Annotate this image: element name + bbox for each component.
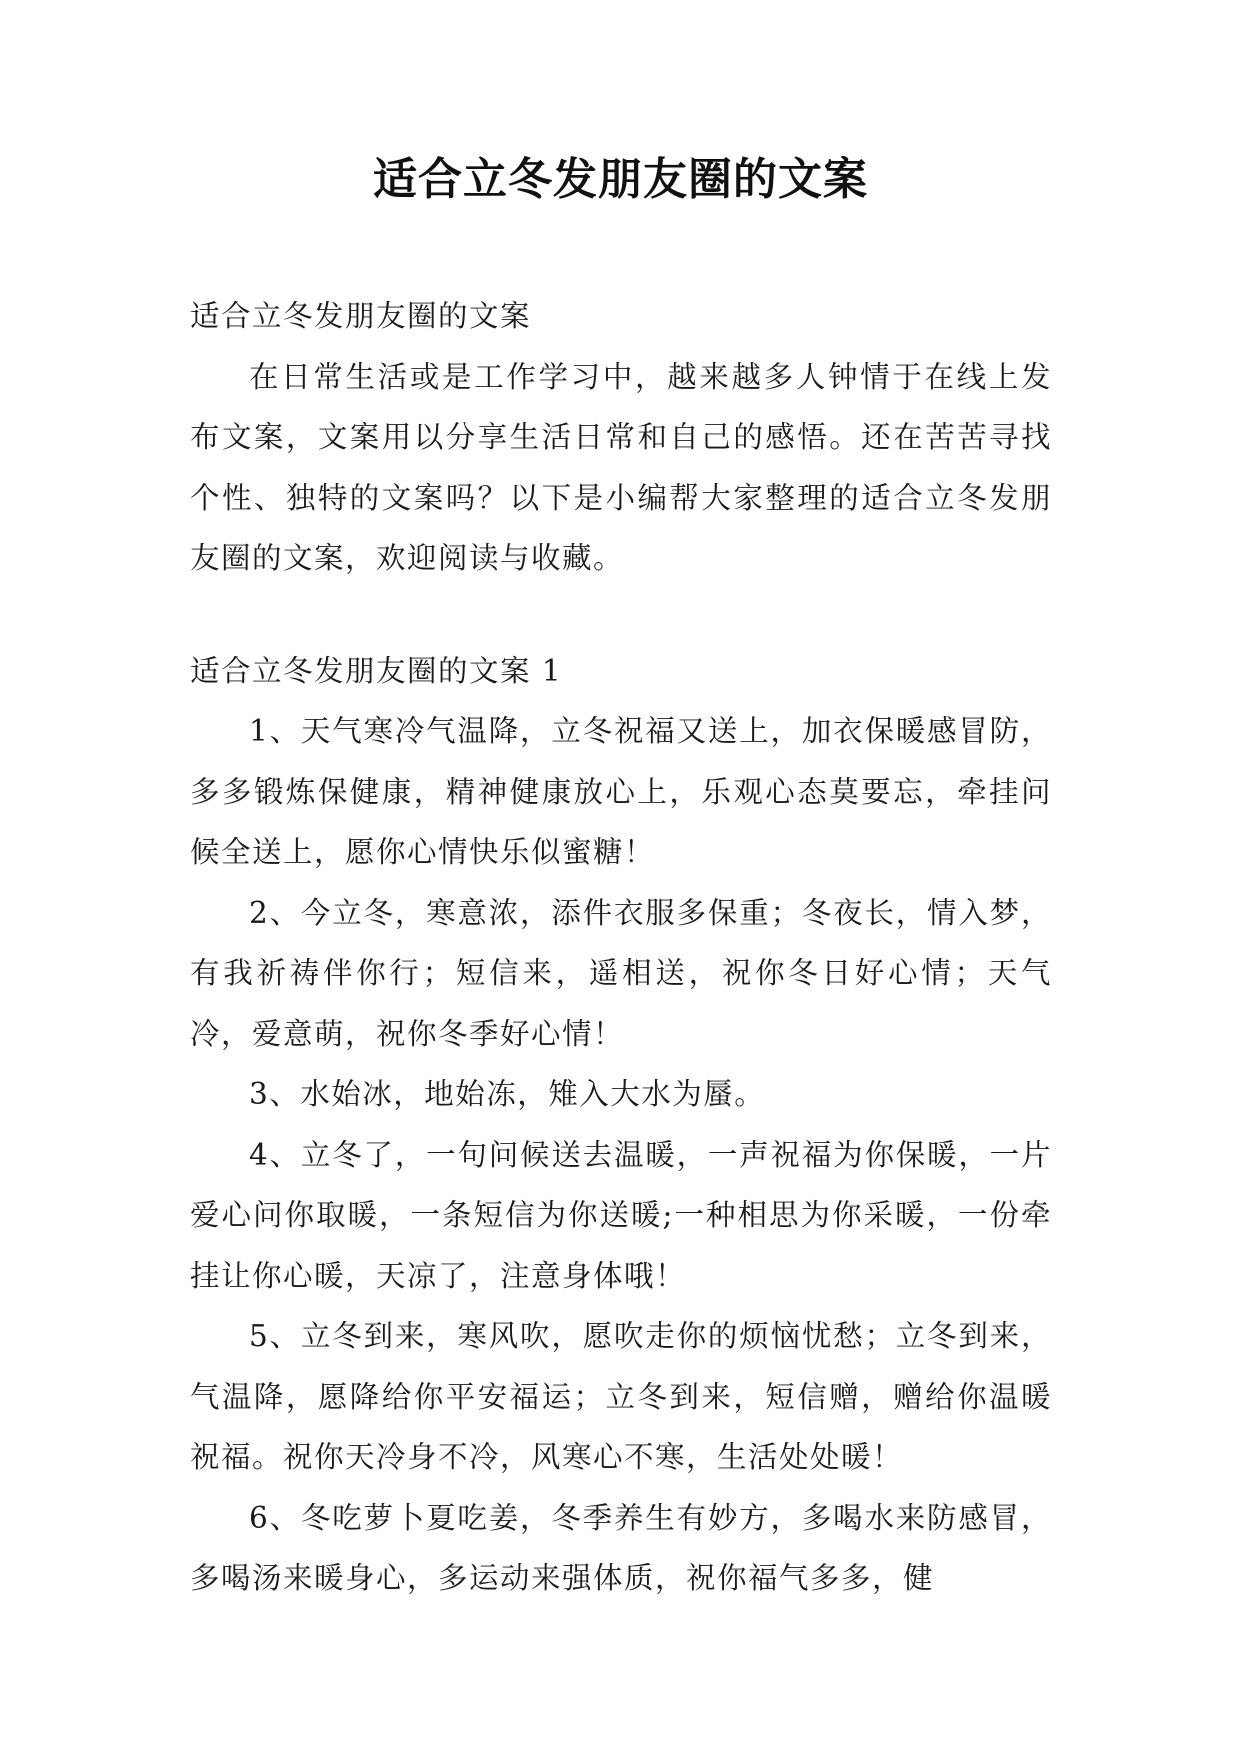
document-body bbox=[190, 286, 1052, 1609]
list-item: 3、水始冰，地始冻，雉入大水为蜃。 bbox=[249, 1077, 766, 1111]
intro-paragraph: 在日常生活或是工作学习中，越来越多人钟情于在线上发布文案，文案用以分享生活日常和自己的感悟。还在苦苦寻找个性、独特的文案吗？以下是小编帮大家整理的适合立冬发朋友圈的文案，欢迎阅读与收藏。 bbox=[190, 359, 1052, 575]
list-item: 2、今立冬，寒意浓，添件衣服多保重；冬夜长，情入梦，有我祈祷伴你行；短信来，遥相送，祝你冬日好心情；天气冷，爱意萌，祝你冬季好心情！ bbox=[190, 895, 1052, 1051]
section-spacer bbox=[190, 589, 1052, 641]
list-item: 1、天气寒冷气温降，立冬祝福又送上，加衣保暖感冒防，多多锻炼保健康，精神健康放心上，乐观心态莫要忘，牵挂问候全送上，愿你心情快乐似蜜糖！ bbox=[190, 714, 1052, 869]
list-item: 6、冬吃萝卜夏吃姜，冬季养生有妙方，多喝水来防感冒，多喝汤来暖身心，多运动来强体质，祝你福气多多，健 bbox=[190, 1500, 1052, 1595]
section-heading: 适合立冬发朋友圈的文案 1 bbox=[190, 653, 563, 688]
intro-heading: 适合立冬发朋友圈的文案 bbox=[190, 299, 532, 333]
list-item: 4、立冬了，一句问候送去温暖，一声祝福为你保暖，一片爱心问你取暖，一条短信为你送暖;一种相思为你采暖，一份牵挂让你心暖，天凉了，注意身体哦！ bbox=[190, 1137, 1052, 1293]
document-title: 适合立冬发朋友圈的文案 bbox=[373, 154, 868, 205]
list-item: 5、立冬到来，寒风吹，愿吹走你的烦恼忧愁；立冬到来，气温降，愿降给你平安福运；立冬到来，短信赠，赠给你温暖祝福。祝你天冷身不冷，风寒心不寒，生活处处暖！ bbox=[190, 1319, 1052, 1474]
